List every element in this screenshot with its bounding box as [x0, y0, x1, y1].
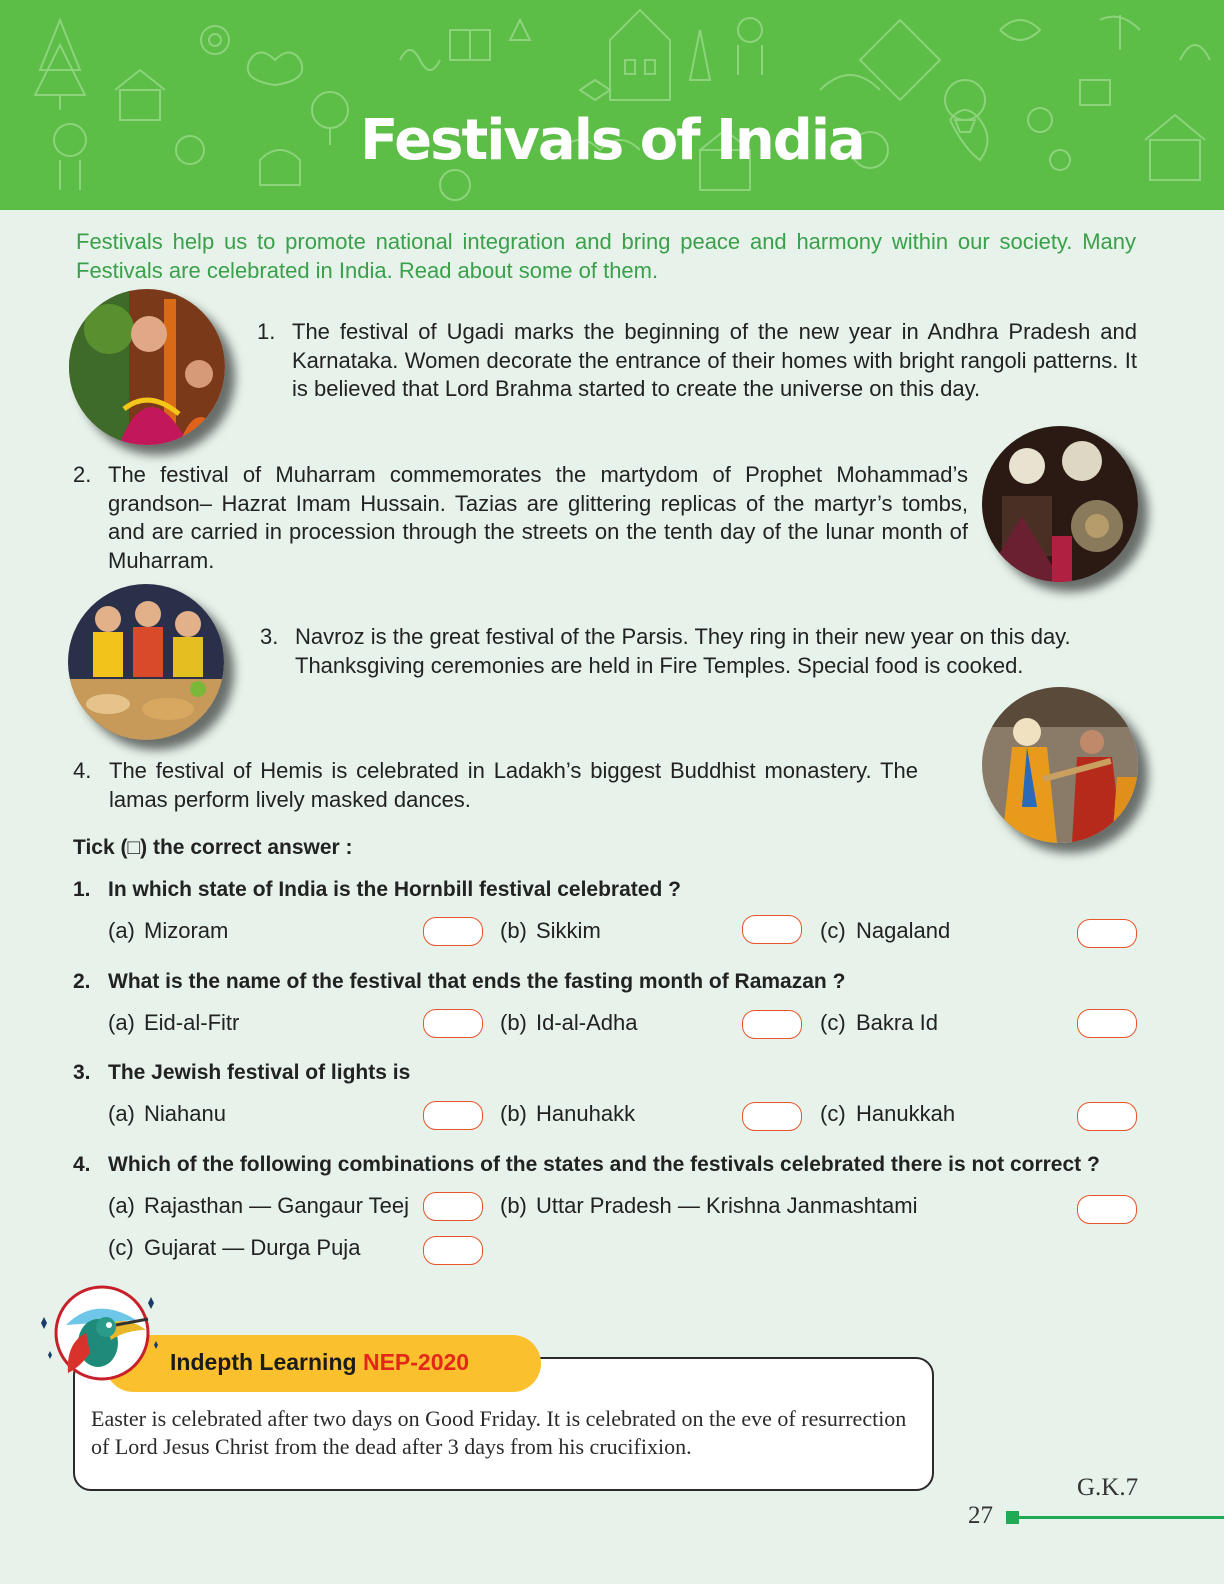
festival-item-ugadi [257, 318, 1137, 404]
question-text: Which of the following combinations of the states and the festivals celebrated there is not correct ? [108, 1153, 1100, 1176]
festival-item-muharram [73, 461, 968, 575]
question-number: 4. [73, 1153, 91, 1176]
navroz-photo [68, 584, 224, 740]
option-text: Nagaland [856, 918, 951, 943]
item-number: 4. [73, 758, 92, 783]
option-text: Rajasthan — Gangaur Teej [144, 1193, 409, 1218]
answer-box-1a[interactable] [423, 917, 483, 946]
option-label: (c) [820, 1010, 846, 1035]
option-label: (a) [108, 1010, 135, 1035]
muharram-photo [982, 426, 1138, 582]
option-1b [500, 918, 601, 944]
item-number: 1. [257, 319, 276, 344]
option-text: Bakra Id [856, 1010, 938, 1035]
option-label: (b) [500, 918, 527, 943]
answer-box-4c[interactable] [423, 1236, 483, 1265]
page-number: 27 [968, 1502, 993, 1529]
item-text: The festival of Ugadi marks the beginning of the new year in Andhra Pradesh and Karnataka. Women decorate the entrance of their homes with bright rangoli patterns. It is believed that Lord Brahma started to create the universe on this day. [292, 319, 1137, 401]
footer-rule [1019, 1516, 1224, 1519]
question-text: What is the name of the festival that ends the fasting month of Ramazan ? [108, 970, 846, 993]
option-text: Mizoram [144, 918, 229, 943]
option-text: Id-al-Adha [536, 1010, 638, 1035]
question-text: The Jewish festival of lights is [108, 1061, 411, 1084]
option-text: Uttar Pradesh — Krishna Janmashtami [536, 1193, 918, 1218]
option-text: Niahanu [144, 1101, 226, 1126]
hemis-photo [982, 687, 1138, 843]
option-label: (a) [108, 1193, 135, 1218]
hummingbird-mascot-icon [36, 1285, 166, 1385]
quiz-title: Tick (□) the correct answer : [73, 836, 353, 859]
option-3b [500, 1101, 635, 1127]
item-text: The festival of Hemis is celebrated in Ladakh’s biggest Buddhist monastery. The lamas perform lively masked dances. [109, 758, 918, 812]
option-text: Hanukkah [856, 1101, 956, 1126]
option-3a [108, 1101, 226, 1127]
answer-box-4b[interactable] [1077, 1195, 1137, 1224]
option-label: (a) [108, 918, 135, 943]
option-text: Hanuhakk [536, 1101, 636, 1126]
item-text: The festival of Muharram commemorates the martydom of Prophet Mohammad’s grandson– Hazrat Imam Hussain. Tazias are glittering replicas of the martyr’s tombs, and are carried in procession through the streets on the tenth day of the lunar month of Muharram. [108, 462, 968, 573]
question-number: 3. [73, 1061, 91, 1084]
festival-item-hemis [73, 757, 918, 814]
item-number: 3. [260, 624, 279, 649]
footer-marker [1006, 1511, 1019, 1524]
answer-box-2b[interactable] [742, 1010, 802, 1039]
option-2c [820, 1010, 938, 1036]
option-label: (c) [820, 918, 846, 943]
answer-box-3c[interactable] [1077, 1102, 1137, 1131]
option-2a [108, 1010, 239, 1036]
option-1c [820, 918, 950, 944]
ugadi-photo [69, 289, 225, 445]
option-label: (b) [500, 1193, 527, 1218]
option-4c [108, 1235, 360, 1261]
option-text: Eid-al-Fitr [144, 1010, 240, 1035]
question-number: 2. [73, 970, 91, 993]
option-4b [500, 1193, 918, 1219]
answer-box-3a[interactable] [423, 1101, 483, 1130]
answer-box-3b[interactable] [742, 1102, 802, 1131]
indepth-learning-text: Easter is celebrated after two days on Good Friday. It is celebrated on the eve of resurrection of Lord Jesus Christ from the dead after 3 days from his crucifixion. [91, 1406, 907, 1459]
answer-box-1c[interactable] [1077, 919, 1137, 948]
option-text: Gujarat — Durga Puja [144, 1235, 361, 1260]
option-text: Sikkim [536, 918, 601, 943]
indepth-learning-title [170, 1349, 469, 1376]
option-label: (b) [500, 1101, 527, 1126]
learning-title-text: Indepth Learning [170, 1349, 357, 1375]
answer-box-2a[interactable] [423, 1009, 483, 1038]
option-2b [500, 1010, 638, 1036]
doodle-pattern [0, 0, 1224, 210]
item-text: Navroz is the great festival of the Parsis. They ring in their new year on this day. Thanksgiving ceremonies are held in Fire Temples. Special food is cooked. [295, 624, 1071, 678]
nep-tag: NEP-2020 [362, 1349, 470, 1375]
option-4a [108, 1193, 409, 1219]
option-label: (c) [820, 1101, 846, 1126]
option-label: (c) [108, 1235, 134, 1260]
festival-item-navroz [260, 623, 1130, 680]
intro-text: Festivals help us to promote national integration and bring peace and harmony within our society. Many Festivals are celebrated in India. Read about some of them. [76, 229, 1136, 283]
item-number: 2. [73, 462, 92, 487]
option-label: (a) [108, 1101, 135, 1126]
answer-box-2c[interactable] [1077, 1009, 1137, 1038]
option-3c [820, 1101, 955, 1127]
option-label: (b) [500, 1010, 527, 1035]
book-label: G.K.7 [1077, 1474, 1139, 1501]
option-1a [108, 918, 228, 944]
page-title: Festivals of India [360, 108, 864, 173]
answer-box-4a[interactable] [423, 1192, 483, 1221]
answer-box-1b[interactable] [742, 915, 802, 944]
question-text: In which state of India is the Hornbill festival celebrated ? [108, 878, 681, 901]
page-header [0, 0, 1224, 210]
question-number: 1. [73, 878, 91, 901]
